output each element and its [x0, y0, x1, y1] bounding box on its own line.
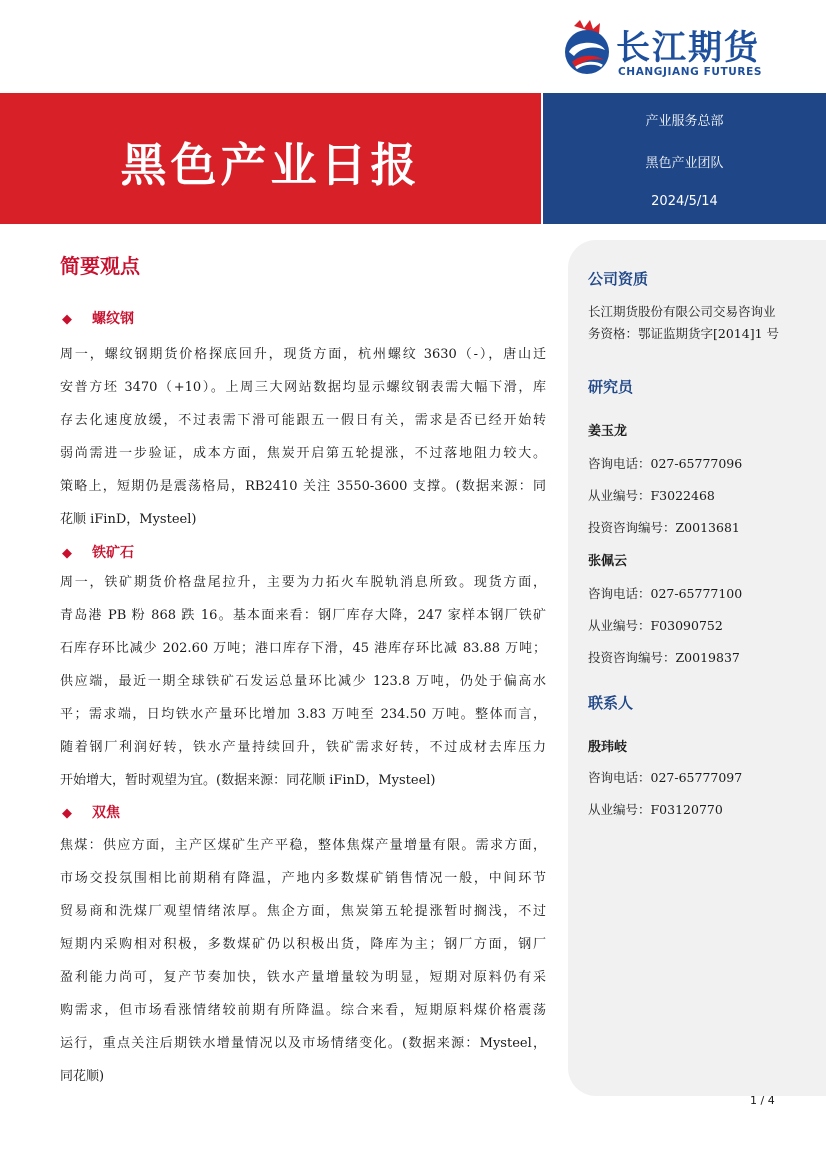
paragraph-line: 短期内采购相对积极，多数煤矿仍以积极出货，降库为主；钢厂方面，钢厂 [60, 937, 546, 952]
researcher-advisory: 投资咨询编号：Z0019837 [588, 650, 740, 665]
researcher-cert: 从业编号：F03090752 [588, 618, 723, 633]
info-banner [543, 93, 826, 224]
paragraph-line: 市场交投氛围相比前期稍有降温，产地内多数煤矿销售情况一般，中间环节 [60, 871, 546, 886]
paragraph-line: 随着钢厂利润好转，铁水产量持续回升，铁矿需求好转，不过成材去库压力 [60, 740, 546, 755]
iron-ore-paragraph [60, 566, 546, 797]
iron-ore-section-title [62, 542, 134, 562]
researcher-cert: 从业编号：F3022468 [588, 488, 715, 503]
page-number: 1 / 4 [750, 1094, 775, 1107]
paragraph-line: 青岛港 PB 粉 868 跌 16。基本面来看：钢厂库存大降，247 家样本钢厂铁矿 [60, 608, 546, 623]
contact-heading: 联系人 [588, 694, 634, 712]
paragraph-line: 运行，重点关注后期铁水增量情况以及市场情绪变化。(数据来源：Mysteel， [60, 1036, 546, 1051]
paragraph-line: 焦煤：供应方面，主产区煤矿生产平稳，整体焦煤产量增量有限。需求方面， [60, 838, 546, 853]
paragraph-line: 开始增大，暂时观望为宜。(数据来源：同花顺 iFinD，Mysteel) [60, 773, 436, 788]
contact-phone: 咨询电话：027-65777097 [588, 770, 743, 785]
paragraph-line: 平；需求端，日均铁水产量环比增加 3.83 万吨至 234.50 万吨。整体而言， [60, 707, 546, 722]
contact-cert: 从业编号：F03120770 [588, 802, 723, 817]
researcher-phone: 咨询电话：027-65777096 [588, 456, 743, 471]
paragraph-line: 安普方坯 3470（+10）。上周三大网站数据均显示螺纹钢表需大幅下滑，库 [60, 380, 546, 395]
diamond-bullet-icon: ◆ [62, 312, 72, 327]
paragraph-line: 购需求，但市场看涨情绪较前期有所降温。综合来看，短期原料煤价格震荡 [60, 1003, 546, 1018]
researcher-heading: 研究员 [588, 378, 634, 396]
diamond-bullet-icon: ◆ [62, 806, 72, 821]
title-banner [0, 93, 541, 224]
paragraph-line: 策略上，短期仍是震荡格局，RB2410 关注 3550-3600 支撑。(数据来源：同 [60, 479, 546, 494]
rebar-paragraph [60, 338, 546, 536]
report-date: 2024/5/14 [651, 194, 718, 209]
researcher-name: 张佩云 [588, 554, 628, 569]
iron-ore-title-text: 铁矿石 [92, 545, 134, 561]
coking-paragraph [60, 829, 546, 1093]
paragraph-line: 盈利能力尚可，复产节奏加快，铁水产量增量较为明显，短期对原料仍有采 [60, 970, 546, 985]
paragraph-line: 弱尚需进一步验证，成本方面，焦炭开启第五轮提涨，不过落地阻力较大。 [60, 446, 546, 461]
changjiang-logo-icon [560, 18, 614, 82]
paragraph-line: 同花顺) [60, 1069, 105, 1084]
coking-title-text: 双焦 [92, 805, 120, 821]
info-sidebar [568, 240, 826, 1096]
team-label: 黑色产业团队 [645, 156, 724, 171]
logo-chinese-text: 长江期货 [616, 28, 760, 68]
paragraph-line: 贸易商和洗煤厂观望情绪浓厚。焦企方面，焦炭第五轮提涨暂时搁浅，不过 [60, 904, 546, 919]
paragraph-line: 供应端，最近一期全球铁矿石发运总量环比减少 123.8 万吨，仍处于偏高水 [60, 674, 546, 689]
paragraph-line: 周一，铁矿期货价格盘尾拉升，主要为力拓火车脱轨消息所致。现货方面， [60, 575, 546, 590]
researcher-advisory: 投资咨询编号：Z0013681 [588, 520, 740, 535]
paragraph-line: 花顺 iFinD，Mysteel) [60, 512, 197, 527]
department-label: 产业服务总部 [645, 114, 724, 129]
researcher-name: 姜玉龙 [588, 424, 628, 439]
paragraph-line: 周一，螺纹钢期货价格探底回升，现货方面，杭州螺纹 3630（-），唐山迁 [60, 347, 546, 362]
coking-section-title [62, 802, 120, 822]
paragraph-line: 石库存环比减少 202.60 万吨；港口库存下滑，45 港库存环比减 83.88 万吨； [60, 641, 546, 656]
company-logo [560, 18, 790, 82]
summary-heading: 简要观点 [60, 254, 140, 278]
company-heading: 公司资质 [588, 270, 649, 288]
paragraph-line: 存去化速度放缓，不过表需下滑可能跟五一假日有关，需求是否已经开始转 [60, 413, 546, 428]
rebar-title-text: 螺纹钢 [92, 311, 134, 327]
researcher-phone: 咨询电话：027-65777100 [588, 586, 743, 601]
company-text: 务资格：鄂证监期货字[2014]1 号 [588, 326, 779, 341]
company-text: 长江期货股份有限公司交易咨询业 [588, 304, 776, 319]
contact-name: 殷玮岐 [588, 740, 628, 755]
rebar-section-title [62, 308, 134, 328]
diamond-bullet-icon: ◆ [62, 546, 72, 561]
logo-english-text: CHANGJIANG FUTURES [618, 66, 763, 78]
report-title: 黑色产业日报 [120, 138, 421, 192]
